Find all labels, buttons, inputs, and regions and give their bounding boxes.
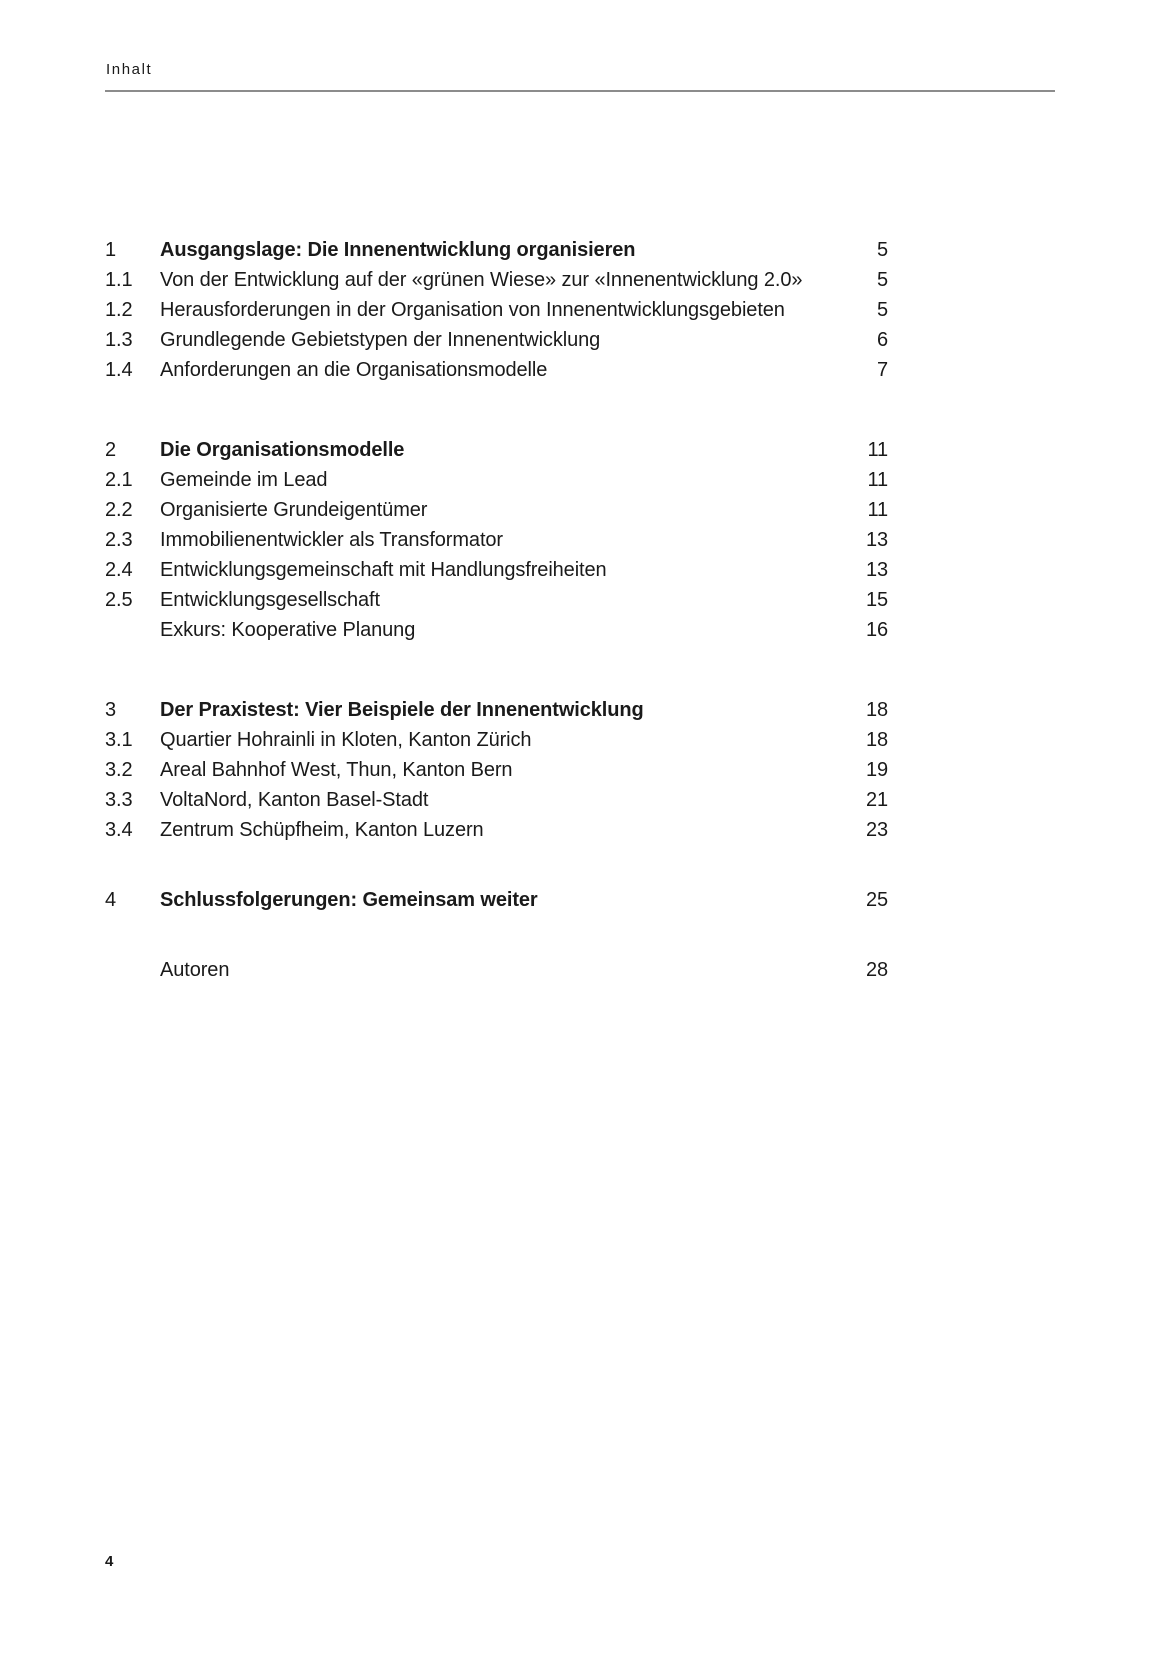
- toc-row-number: 3.2: [105, 759, 133, 781]
- toc-row-page: 11: [867, 469, 888, 491]
- toc-row: [105, 785, 888, 815]
- toc-row-page: 6: [876, 329, 888, 351]
- toc-row-title: Herausforderungen in der Organisation von Innenentwicklungsgebieten: [160, 299, 785, 321]
- toc-row: [105, 615, 888, 645]
- toc-group: [105, 235, 888, 385]
- toc-row-title: Immobilienentwickler als Transformator: [160, 529, 503, 551]
- toc-row-number: 2: [105, 439, 117, 461]
- toc-row-title: Exkurs: Kooperative Planung: [160, 619, 416, 641]
- toc-row-title: Autoren: [160, 959, 230, 981]
- toc-row-page: 5: [876, 239, 888, 261]
- toc-row-title: Quartier Hohrainli in Kloten, Kanton Zürich: [160, 729, 532, 751]
- toc-row-number: 1.1: [105, 269, 133, 291]
- toc-row-number: 3.4: [105, 819, 133, 841]
- toc-row-title: Organisierte Grundeigentümer: [160, 499, 428, 521]
- toc-row-page: 11: [867, 499, 888, 521]
- toc-row: [105, 725, 888, 755]
- toc-row-page: 13: [865, 559, 888, 581]
- toc-row-number: 3: [105, 699, 117, 721]
- toc-row: [105, 325, 888, 355]
- toc-row: [105, 525, 888, 555]
- toc-row-number: 2.2: [105, 499, 133, 521]
- toc-group: [105, 435, 888, 645]
- toc-row-page: 21: [865, 789, 888, 811]
- toc-row-page: 18: [865, 699, 888, 721]
- toc-row-number: 1.4: [105, 359, 133, 381]
- toc-row-page: 5: [876, 299, 888, 321]
- toc-row: [105, 885, 888, 915]
- toc-row-page: 28: [865, 959, 888, 981]
- toc-row-page: 16: [865, 619, 888, 641]
- toc-group: [105, 695, 888, 845]
- toc-row-page: 11: [867, 439, 888, 461]
- toc-row-page: 25: [865, 889, 888, 911]
- toc-row: [105, 435, 888, 465]
- header-rule: [105, 90, 1055, 92]
- toc-row: [105, 295, 888, 325]
- toc-row: [105, 755, 888, 785]
- toc-row-page: 7: [876, 359, 888, 381]
- table-of-contents: [105, 235, 888, 985]
- page-header-title: Inhalt: [106, 61, 153, 78]
- toc-row-number: 4: [105, 889, 117, 911]
- toc-row-title: Ausgangslage: Die Innenentwicklung organisieren: [160, 239, 636, 261]
- toc-row-title: Die Organisationsmodelle: [160, 439, 405, 461]
- toc-row: [105, 265, 888, 295]
- toc-row-title: Zentrum Schüpfheim, Kanton Luzern: [160, 819, 484, 841]
- toc-row-number: 2.5: [105, 589, 133, 611]
- toc-row-title: Entwicklungsgesellschaft: [160, 589, 380, 611]
- toc-row-title: Areal Bahnhof West, Thun, Kanton Bern: [160, 759, 513, 781]
- toc-row-number: 1.2: [105, 299, 133, 321]
- toc-row: [105, 585, 888, 615]
- toc-row-number: 2.4: [105, 559, 133, 581]
- toc-row: [105, 495, 888, 525]
- toc-row-title: Gemeinde im Lead: [160, 469, 328, 491]
- toc-row: [105, 235, 888, 265]
- toc-row-title: VoltaNord, Kanton Basel-Stadt: [160, 789, 429, 811]
- toc-group: [105, 955, 888, 985]
- toc-row-title: Von der Entwicklung auf der «grünen Wiese» zur «Innenentwicklung 2.0»: [160, 269, 803, 291]
- toc-row: [105, 955, 888, 985]
- toc-row: [105, 355, 888, 385]
- toc-row-page: 5: [876, 269, 888, 291]
- toc-row: [105, 695, 888, 725]
- toc-row-title: Schlussfolgerungen: Gemeinsam weiter: [160, 889, 538, 911]
- toc-row-title: Der Praxistest: Vier Beispiele der Innenentwicklung: [160, 699, 644, 721]
- toc-row-number: 2.3: [105, 529, 133, 551]
- toc-row-number: 2.1: [105, 469, 133, 491]
- toc-row-title: Entwicklungsgemeinschaft mit Handlungsfreiheiten: [160, 559, 607, 581]
- toc-row-page: 15: [865, 589, 888, 611]
- toc-row-title: Grundlegende Gebietstypen der Innenentwicklung: [160, 329, 601, 351]
- toc-row-page: 13: [865, 529, 888, 551]
- toc-group: [105, 885, 888, 915]
- toc-row-page: 19: [865, 759, 888, 781]
- toc-row-number: 3.3: [105, 789, 133, 811]
- toc-row: [105, 555, 888, 585]
- toc-row-number: 1.3: [105, 329, 133, 351]
- toc-row-number: 3.1: [105, 729, 133, 751]
- toc-row: [105, 815, 888, 845]
- toc-row: [105, 465, 888, 495]
- footer-page-number: 4: [105, 1553, 114, 1570]
- toc-row-number: 1: [105, 239, 117, 261]
- toc-row-title: Anforderungen an die Organisationsmodelle: [160, 359, 548, 381]
- toc-row-page: 18: [865, 729, 888, 751]
- toc-row-page: 23: [865, 819, 888, 841]
